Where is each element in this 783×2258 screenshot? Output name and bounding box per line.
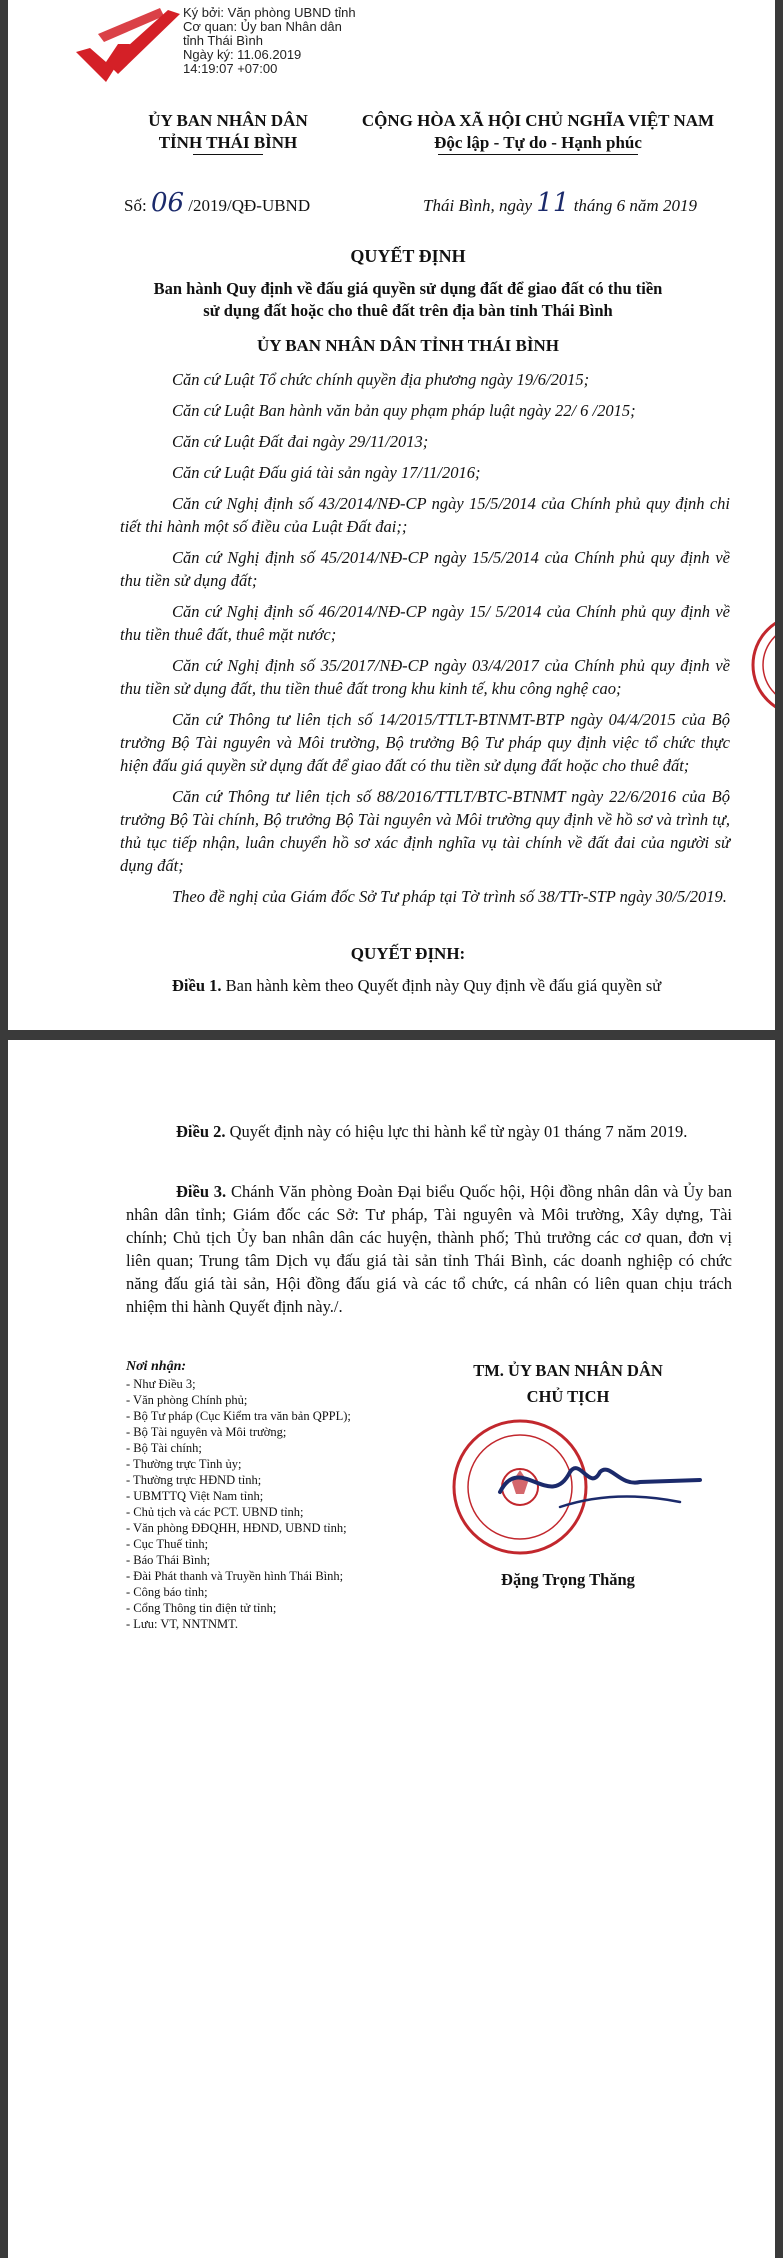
subject-line2: sử dụng đất hoặc cho thuê đất trên địa bàn tỉnh Thái Bình <box>203 301 613 320</box>
recipient-item: - Báo Thái Bình; <box>126 1553 211 1567</box>
org-underline <box>193 154 263 155</box>
basis-item: Căn cứ Nghị định số 45/2014/NĐ-CP ngày 15/5/2014 của Chính phủ quy định về thu tiền sử dụng đất; <box>120 548 730 590</box>
document-page-2 <box>8 1040 775 2258</box>
signer-title <box>428 1358 708 1410</box>
basis-item: Căn cứ Nghị định số 43/2014/NĐ-CP ngày 15/5/2014 của Chính phủ quy định chi tiết thi hành một số điều của Luật Đất đai;; <box>120 494 730 536</box>
article-3-text: Chánh Văn phòng Đoàn Đại biểu Quốc hội, Hội đồng nhân dân và Ủy ban nhân dân tỉnh; Giám đốc các Sở: Tư pháp, Tài nguyên và Môi trường, Xây dựng, Tài chính; Chủ tịch Ủy ban nhân dân các huyện, thành phố; Thủ trưởng các cơ quan, đơn vị liên quan; Trung tâm Dịch vụ đấu giá tài sản tỉnh Thái Bình, các doanh nghiệp có chức năng đấu giá tài sản, Hội đồng đấu giá và các tổ chức, cá nhân có liên quan chịu trách nhiệm thi hành Quyết định này./. <box>126 1182 732 1316</box>
signer-line1: TM. ỦY BAN NHÂN DÂN <box>473 1361 663 1380</box>
recipient-item: - Như Điều 3; <box>126 1377 196 1391</box>
article-2-text: Quyết định này có hiệu lực thi hành kể từ ngày 01 tháng 7 năm 2019. <box>229 1122 688 1141</box>
day-handwritten: 11 <box>536 188 570 218</box>
recipient-item: - Thường trực HĐND tỉnh; <box>126 1473 262 1487</box>
signature-signer: Ký bởi: Văn phòng UBND tỉnh <box>183 5 356 20</box>
recipient-item: - Cục Thuế tỉnh; <box>126 1537 209 1551</box>
signer-line2: CHỦ TỊCH <box>526 1387 610 1406</box>
recipient-item: - Văn phòng Chính phủ; <box>126 1393 248 1407</box>
org-line1: ỦY BAN NHÂN DÂN <box>148 111 308 130</box>
article-3-label: Điều 3. <box>176 1182 227 1201</box>
basis-item: Căn cứ Thông tư liên tịch số 88/2016/TTLT/BTC-BTNMT ngày 22/6/2016 của Bộ trưởng Bộ Tài chính, Bộ trưởng Bộ Tài nguyên và Môi trường quy định về hồ sơ và trình tự, thủ tục tiếp nhận, luân chuyển hồ sơ xác định nghĩa vụ tài chính về đất đai của người sử dụng đất; <box>120 787 730 875</box>
document-type: QUYẾT ĐỊNH <box>350 246 466 266</box>
basis-item: Căn cứ Nghị định số 46/2014/NĐ-CP ngày 15/ 5/2014 của Chính phủ quy định về thu tiền thuê đất, thuê mặt nước; <box>120 602 730 644</box>
recipient-item: - Công báo tỉnh; <box>126 1585 208 1599</box>
nation-line2: Độc lập - Tự do - Hạnh phúc <box>434 133 642 152</box>
place-date-prefix: Thái Bình, ngày <box>423 196 533 215</box>
basis-item: Căn cứ Nghị định số 35/2017/NĐ-CP ngày 03/4/2017 của Chính phủ quy định về thu tiền sử dụng đất, thu tiền thuê đất trong khu kinh tế, khu công nghệ cao; <box>120 656 730 698</box>
article-3 <box>126 1180 732 1318</box>
recipient-item: - Bộ Tư pháp (Cục Kiểm tra văn bản QPPL); <box>126 1409 351 1423</box>
decision-heading: QUYẾT ĐỊNH: <box>350 944 466 963</box>
basis-item: Căn cứ Thông tư liên tịch số 14/2015/TTLT-BTNMT-BTP ngày 04/4/2015 của Bộ trưởng Bộ Tài nguyên và Môi trường, Bộ trưởng Bộ Tư pháp quy định việc tổ chức thực hiện đấu giá quyền sử dụng đất để giao đất có thu tiền sử dụng đất hoặc cho thuê đất; <box>120 710 730 775</box>
recipients-list <box>126 1358 426 1632</box>
recipient-item: - Đài Phát thanh và Truyền hình Thái Bình; <box>126 1569 344 1583</box>
signer-name: Đặng Trọng Thăng <box>501 1570 635 1589</box>
article-2-label: Điều 2. <box>176 1122 226 1141</box>
signature-agency: Cơ quan: Ủy ban Nhân dân tỉnh Thái Bình <box>183 19 342 48</box>
recipient-item: - Chủ tịch và các PCT. UBND tỉnh; <box>126 1505 304 1519</box>
motto-underline <box>438 154 638 155</box>
basis-item: Căn cứ Luật Đất đai ngày 29/11/2013; <box>172 432 429 451</box>
recipient-item: - Lưu: VT, NNTNMT. <box>126 1617 238 1631</box>
place-date-suffix: tháng 6 năm 2019 <box>573 196 697 215</box>
document-page-1 <box>8 0 775 1030</box>
signature-time: 14:19:07 +07:00 <box>183 61 278 76</box>
recipients-heading: Nơi nhận: <box>126 1359 187 1374</box>
partial-stamp-icon <box>748 610 775 720</box>
recipient-item: - Bộ Tài chính; <box>126 1441 202 1455</box>
org-line2: TỈNH THÁI BÌNH <box>158 133 298 152</box>
subject-line1: Ban hành Quy định về đấu giá quyền sử dụng đất để giao đất có thu tiền <box>153 279 663 298</box>
basis-item: Theo đề nghị của Giám đốc Sở Tư pháp tại Tờ trình số 38/TTr-STP ngày 30/5/2019. <box>172 887 727 906</box>
article-1-text: Ban hành kèm theo Quyết định này Quy định về đấu giá quyền sử <box>225 976 662 995</box>
digital-signature-info <box>183 6 363 76</box>
recipient-item: - Văn phòng ĐĐQHH, HĐND, UBND tỉnh; <box>126 1521 347 1535</box>
signature-date: Ngày ký: 11.06.2019 <box>183 47 302 62</box>
basis-item: Căn cứ Luật Ban hành văn bản quy phạm pháp luật ngày 22/ 6 /2015; <box>172 401 636 420</box>
signature-logo-icon <box>68 4 188 94</box>
recipient-item: - Thường trực Tỉnh ủy; <box>126 1457 242 1471</box>
number-prefix: Số: <box>124 196 147 215</box>
recipient-item: - UBMTTQ Việt Nam tỉnh; <box>126 1489 264 1503</box>
document-subject <box>88 278 728 322</box>
legal-bases <box>120 368 730 916</box>
nation-line1: CỘNG HÒA XÃ HỘI CHỦ NGHĨA VIỆT NAM <box>361 111 715 130</box>
basis-item: Căn cứ Luật Đấu giá tài sản ngày 17/11/2016; <box>172 463 481 482</box>
recipient-item: - Bộ Tài nguyên và Môi trường; <box>126 1425 287 1439</box>
article-1 <box>120 974 740 997</box>
issuing-agency <box>108 110 348 155</box>
place-date <box>423 188 697 218</box>
number-suffix: /2019/QĐ-UBND <box>188 196 311 215</box>
document-number <box>124 188 310 218</box>
national-motto <box>348 110 728 155</box>
number-handwritten: 06 <box>150 188 185 218</box>
article-1-label: Điều 1. <box>172 976 222 995</box>
official-seal-icon <box>440 1412 710 1562</box>
basis-item: Căn cứ Luật Tổ chức chính quyền địa phương ngày 19/6/2015; <box>172 370 590 389</box>
issuing-authority: ỦY BAN NHÂN DÂN TỈNH THÁI BÌNH <box>257 336 559 355</box>
article-2 <box>126 1120 732 1143</box>
recipient-item: - Cổng Thông tin điện tử tỉnh; <box>126 1601 277 1615</box>
